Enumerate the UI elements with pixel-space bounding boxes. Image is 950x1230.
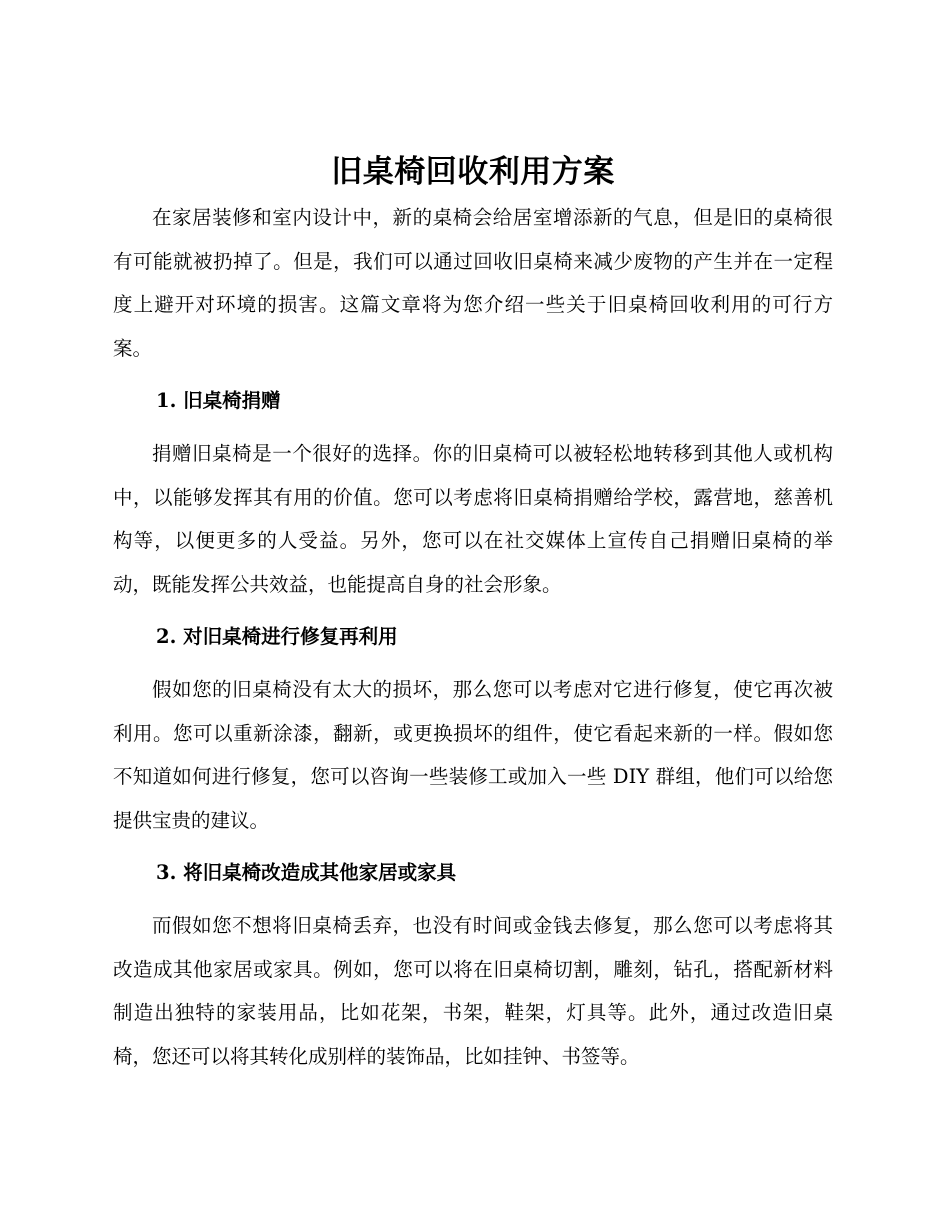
section-body-repurpose: 而假如您不想将旧桌椅丢弃，也没有时间或金钱去修复，那么您可以考虑将其改造成其他家居或家具。例如，您可以将在旧桌椅切割，雕刻，钻孔，搭配新材料制造出独特的家装用品，比如花架，书架，鞋架，灯具等。此外，通过改造旧桌椅，您还可以将其转化成别样的装饰品，比如挂钟、书签等。 <box>113 914 833 1068</box>
intro-paragraph: 在家居装修和室内设计中，新的桌椅会给居室增添新的气息，但是旧的桌椅很有可能就被扔掉了。但是，我们可以通过回收旧桌椅来减少废物的产生并在一定程度上避开对环境的损害。这篇文章将为您介绍一些关于旧桌椅回收利用的可行方案。 <box>113 206 833 360</box>
section-body-donation: 捐赠旧桌椅是一个很好的选择。你的旧桌椅可以被轻松地转移到其他人或机构中，以能够发挥其有用的价值。您可以考虑将旧桌椅捐赠给学校，露营地，慈善机构等，以便更多的人受益。另外，您可以在社交媒体上宣传自己捐赠旧桌椅的举动，既能发挥公共效益，也能提高自身的社会形象。 <box>113 442 833 596</box>
section-heading-repurpose: 3. 将旧桌椅改造成其他家居或家具 <box>156 861 457 884</box>
document-page <box>113 148 833 1078</box>
document-title: 旧桌椅回收利用方案 <box>331 154 615 190</box>
section-heading-repair: 2. 对旧桌椅进行修复再利用 <box>156 625 398 648</box>
section-heading-donation: 1. 旧桌椅捐赠 <box>156 389 281 412</box>
section-body-repair: 假如您的旧桌椅没有太大的损坏，那么您可以考虑对它进行修复，使它再次被利用。您可以重新涂漆，翻新，或更换损坏的组件，使它看起来新的一样。假如您不知道如何进行修复，您可以咨询一些装修工或加入一些 DIY 群组，他们可以给您提供宝贵的建议。 <box>113 678 833 832</box>
